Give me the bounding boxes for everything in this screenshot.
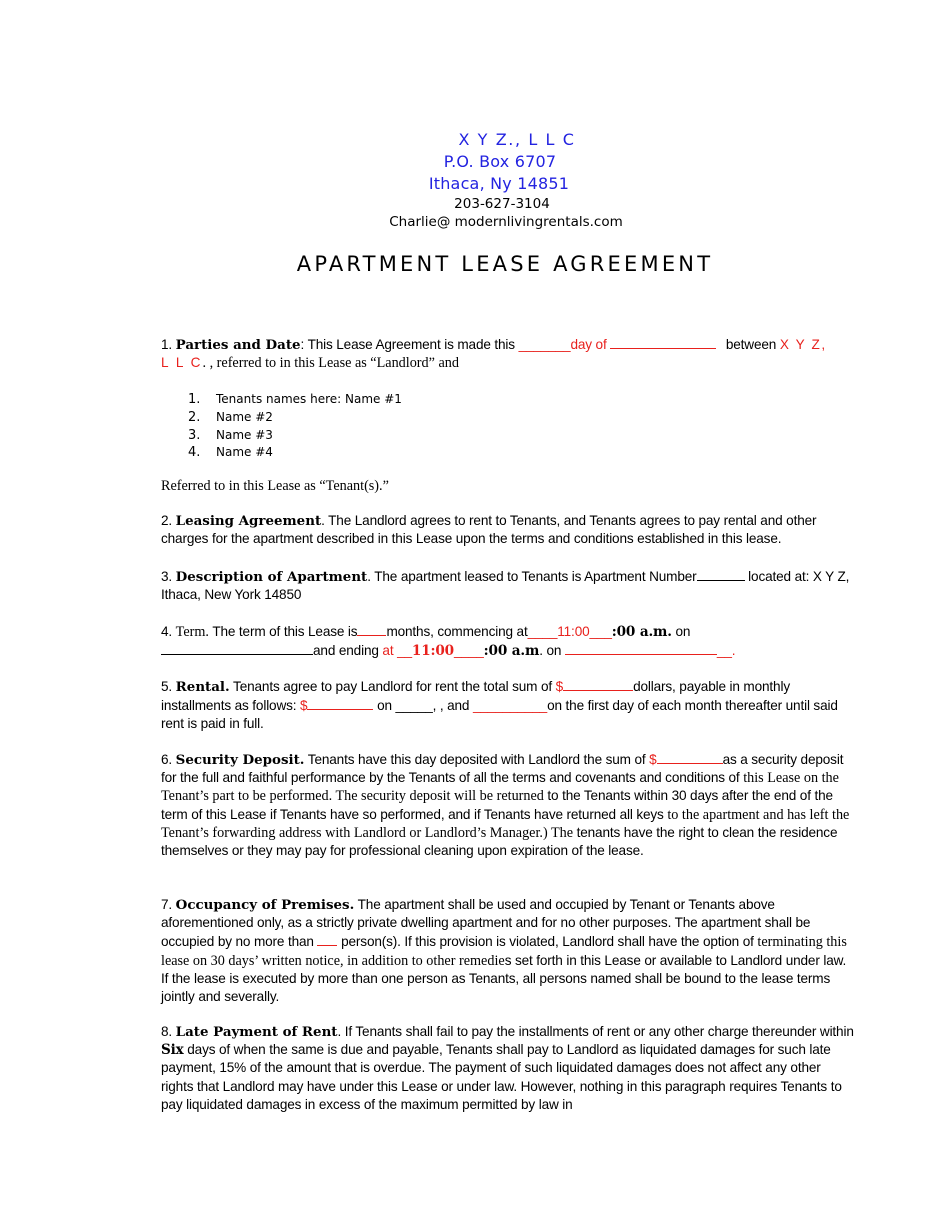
section-heading: Occupancy of Premises. [175,897,355,913]
apartment-number-blank[interactable] [697,567,745,581]
start-date-blank[interactable] [161,641,313,655]
company-name: X Y Z., L L C [458,130,576,149]
total-rent-blank[interactable] [563,677,633,691]
document-title: APARTMENT LEASE AGREEMENT [296,252,714,276]
section-heading: Rental. [175,679,230,695]
list-item: 2. Name #2 [188,409,273,425]
list-item: 4. Name #4 [188,445,273,461]
section-heading: Leasing Agreement [175,513,322,529]
section-rental: 5. Rental. Tenants agree to pay Landlord for rent the total sum of $ dollars, payable in monthly installments as follows: $ on _____, , and __________on the first day of each month thereafter until said rent is paid in full. [161,679,838,732]
section-parties-and-date: 1. Parties and Date: This Lease Agreement is made this _______day of between X Y Z, L L C. , referred to in this Lease as “Landlord” and [161,337,827,372]
installment-amount-blank[interactable] [307,696,373,710]
end-time[interactable]: 11:00 [411,643,454,660]
section-heading: Term. [175,624,209,640]
section-late-payment: 8. Late Payment of Rent. If Tenants shall fail to pay the installments of rent or any other charge thereunder within Six days of when the same is due and payable, Tenants shall pay to Landlord as liquidated damages for such late payment, 15% of the amount that is overdue. The payment of such liquidated damages does not affect any other rights that Landlord may have under this Lease or under law. However, nothing in this paragraph requires Tenants to pay liquidated damages in excess of the maximum permitted by law in [161,1024,854,1112]
section-term: 4. Term. The term of this Lease is months, commencing at____11:00___:00 a.m. on and ending at __11:00____:00 a.m. on __. [161,624,736,660]
section-heading: Security Deposit. [175,752,305,768]
landlord-name: X Y Z, [779,337,827,352]
city-address: Ithaca, Ny 14851 [428,174,570,193]
section-heading: Parties and Date [175,337,301,353]
section-occupancy: 7. Occupancy of Premises. The apartment shall be used and occupied by Tenant or Tenants above aforementioned only, as a strictly private dwelling apartment and for no other purposes. The apartment shall be occupied by no more than person(s). If this provision is violated, Landlord shall have the option of terminating this lease on 30 days’ written notice, in addition to other remedies set forth in this Lease or available to Landlord under law. If the lease is executed by more than one person as Tenants, all persons named shall be bound to the lease terms jointly and severally. [161,897,847,1005]
phone-number: 203-627-3104 [454,196,550,212]
tenants-list [188,391,402,462]
section-leasing-agreement: 2. Leasing Agreement. The Landlord agrees to rent to Tenants, and Tenants agrees to pay rental and other charges for the apartment described in this Lease upon the terms and conditions established in this lease. [161,513,817,547]
po-box: P.O. Box 6707 [443,152,557,171]
email-address: Charlie@ modernlivingrentals.com [389,214,623,230]
month-blank[interactable] [610,335,716,349]
installment-date-blank[interactable]: _____ [395,698,433,714]
list-item: 1. Tenants names here: Name #1 [188,392,402,407]
day-blank[interactable]: ______ [518,337,564,352]
occupants-blank[interactable] [317,932,337,946]
section-description-of-apartment: 3. Description of Apartment. The apartment leased to Tenants is Apartment Number located at: X Y Z, Ithaca, New York 14850 [161,569,850,603]
list-item: 3. Name #3 [188,427,273,443]
tenant-name[interactable]: Tenants names here: Name #1 [216,392,402,406]
tenant-name[interactable]: Name #4 [216,445,273,460]
deposit-amount-blank[interactable] [657,750,723,764]
tenant-name[interactable]: Name #2 [216,409,273,424]
start-time[interactable]: ____11:00___ [527,624,612,639]
tenant-name[interactable]: Name #3 [216,427,273,442]
section-heading: Late Payment of Rent [175,1024,338,1040]
tenants-reference: Referred to in this Lease as “Tenant(s).” [161,478,389,494]
section-heading: Description of Apartment [175,569,368,585]
monthly-amount-blank[interactable]: __________ [472,698,548,714]
section-security-deposit: 6. Security Deposit. Tenants have this day deposited with Landlord the sum of $ as a security deposit for the full and faithful performance by the Tenants of all the terms and covenants and conditions of this Lease on the Tenant’s part to be performed. The security deposit will be returned to the Tenants within 30 days after the end of the term of this Lease if Tenants have so performed, and if Tenants have returned all keys to the apartment and has left the Tenant’s forwarding address with Landlord or Landlord’s Manager.) The tenants have the right to clean the residence themselves or they may pay for professional cleaning upon expiration of the lease. [161,752,850,859]
months-blank[interactable] [357,622,386,636]
end-date-blank[interactable] [565,641,717,655]
